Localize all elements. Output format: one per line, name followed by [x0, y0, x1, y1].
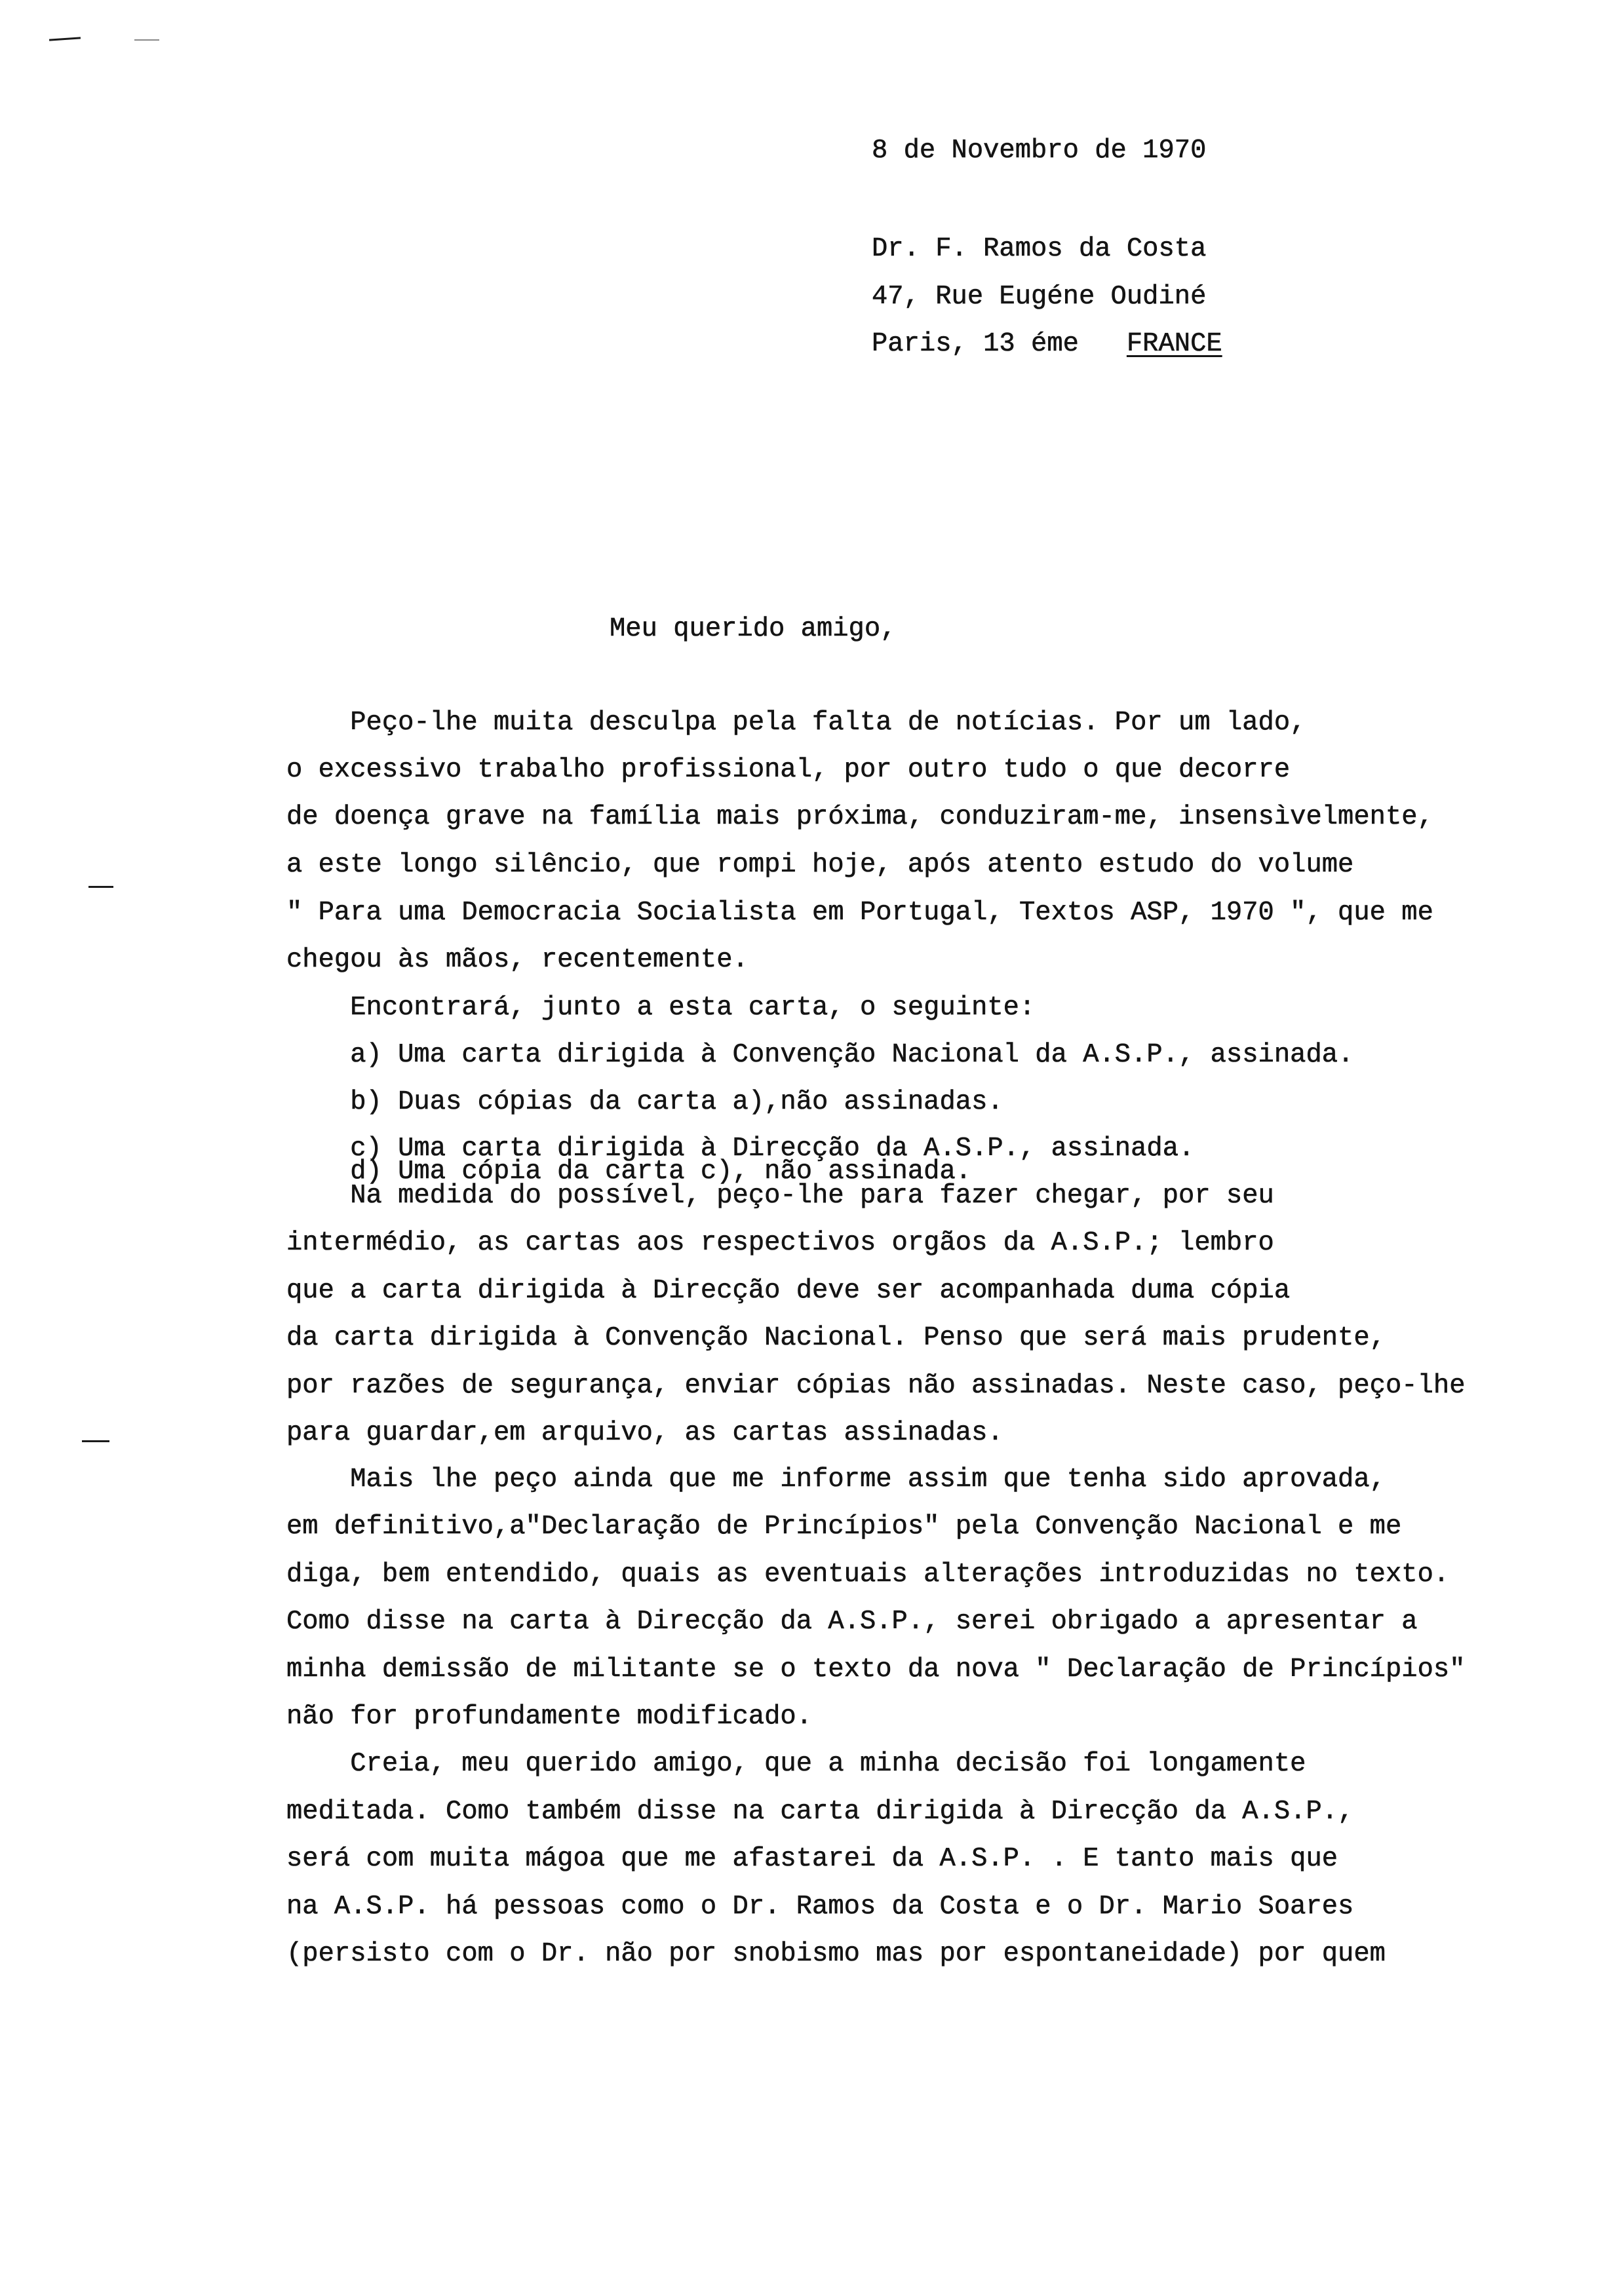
body-line-7: Encontrará, junto a esta carta, o seguinte:	[286, 993, 1036, 1023]
body-line-20: diga, bem entendido, quais as eventuais alterações introduzidas no texto.	[286, 1559, 1450, 1590]
body-line-8: a) Uma carta dirigida à Convenção Nacional da A.S.P., assinada.	[286, 1040, 1354, 1070]
body-line-14: que a carta dirigida à Direcção deve ser acompanhada duma cópia	[286, 1276, 1291, 1306]
body-line-13: intermédio, as cartas aos respectivos orgãos da A.S.P.; lembro	[286, 1228, 1274, 1258]
body-line-5: " Para uma Democracia Socialista em Portugal, Textos ASP, 1970 ", que me	[286, 898, 1433, 928]
body-line-2: o excessivo trabalho profissional, por outro tudo o que decorre	[286, 755, 1291, 785]
scan-mark-top-left	[49, 37, 81, 41]
body-line-10: c) Uma carta dirigida à Direcção da A.S.P., assinada.	[286, 1134, 1195, 1164]
body-line-16: por razões de segurança, enviar cópias não assinadas. Neste caso, peço-lhe	[286, 1371, 1466, 1401]
body-line-25: meditada. Como também disse na carta dirigida à Direcção da A.S.P.,	[286, 1797, 1354, 1827]
scan-mark-left-1	[88, 886, 113, 888]
body-line-24: Creia, meu querido amigo, que a minha decisão foi longamente	[286, 1749, 1306, 1779]
recipient-name: Dr. F. Ramos da Costa	[872, 234, 1207, 264]
salutation: Meu querido amigo,	[610, 614, 897, 644]
body-line-26: será com muita mágoa que me afastarei da A.S.P. . E tanto mais que	[286, 1844, 1338, 1874]
body-line-6: chegou às mãos, recentemente.	[286, 945, 749, 975]
body-line-23: não for profundamente modificado.	[286, 1702, 813, 1732]
letter-date: 8 de Novembro de 1970	[872, 136, 1207, 166]
recipient-city-text: Paris, 13 éme	[872, 329, 1079, 359]
body-line-21: Como disse na carta à Direcção da A.S.P., serei obrigado a apresentar a	[286, 1607, 1418, 1637]
recipient-country: FRANCE	[1126, 329, 1222, 359]
body-line-11: d) Uma cópia da carta c), não assinada.	[286, 1157, 972, 1187]
body-line-15: da carta dirigida à Convenção Nacional. Penso que será mais prudente,	[286, 1323, 1386, 1353]
body-line-18: Mais lhe peço ainda que me informe assim que tenha sido aprovada,	[286, 1464, 1386, 1495]
body-line-27: na A.S.P. há pessoas como o Dr. Ramos da Costa e o Dr. Mario Soares	[286, 1892, 1354, 1922]
recipient-city	[872, 331, 1222, 358]
body-line-3: de doença grave na família mais próxima, conduziram-me, insensìvelmente,	[286, 802, 1433, 832]
body-line-1: Peço-lhe muita desculpa pela falta de notícias. Por um lado,	[286, 708, 1306, 738]
scan-mark-top-left-faint	[134, 39, 159, 41]
body-line-4: a este longo silêncio, que rompi hoje, após atento estudo do volume	[286, 850, 1354, 880]
body-line-28: (persisto com o Dr. não por snobismo mas por espontaneidade) por quem	[286, 1939, 1386, 1969]
body-line-19: em definitivo,a"Declaração de Princípios" pela Convenção Nacional e me	[286, 1512, 1402, 1542]
body-line-17: para guardar,em arquivo, as cartas assinadas.	[286, 1418, 1003, 1448]
scan-mark-left-2	[82, 1440, 109, 1442]
body-line-22: minha demissão de militante se o texto da nova " Declaração de Princípios"	[286, 1655, 1466, 1685]
body-line-12: Na medida do possível, peço-lhe para fazer chegar, por seu	[286, 1181, 1274, 1211]
recipient-street: 47, Rue Eugéne Oudiné	[872, 282, 1207, 312]
body-line-9: b) Duas cópias da carta a),não assinadas.	[286, 1087, 1003, 1117]
